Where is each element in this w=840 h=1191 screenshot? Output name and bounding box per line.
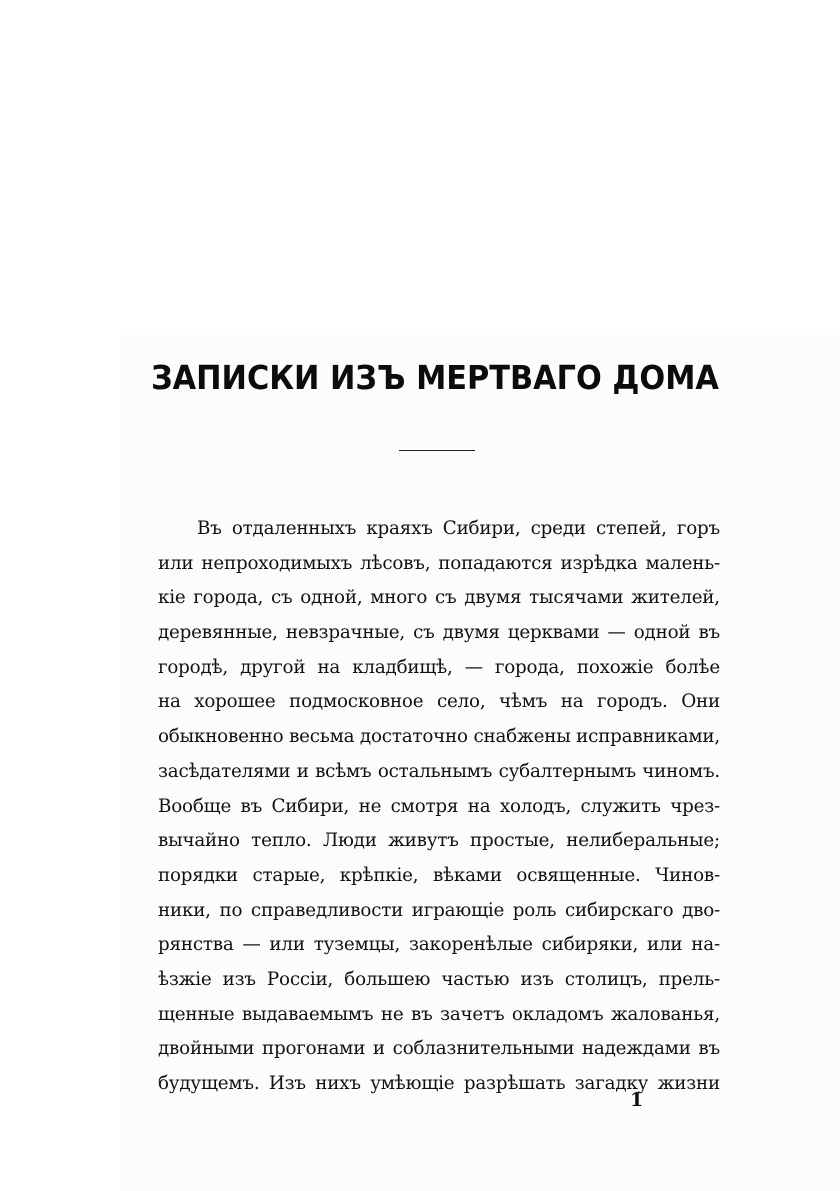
text-line: городѣ, другой на кладбищѣ, — города, похожіе болѣе xyxy=(158,656,720,678)
text-line: будущемъ. Изъ нихъ умѣющіе разрѣшать загадку жизни xyxy=(158,1073,720,1094)
text-line: ѣзжіе изъ Россіи, большею частью изъ столицъ, прель- xyxy=(158,968,720,990)
text-line: рянства — или туземцы, закоренѣлые сибиряки, или на- xyxy=(158,934,720,956)
title-divider xyxy=(399,450,475,451)
text-line: обыкновенно весьма достаточно снабжены исправниками, xyxy=(158,726,720,748)
text-line: засѣдателями и всѣмъ остальнымъ субалтернымъ чиномъ. xyxy=(158,760,720,782)
text-line: или непроходимыхъ лѣсовъ, попадаются изрѣдка малень- xyxy=(158,552,720,574)
text-line: вычайно тепло. Люди живутъ простые, нелиберальные; xyxy=(158,830,720,852)
text-line: на хорошее подмосковное село, чѣмъ на городъ. Они xyxy=(158,691,720,713)
text-line: ники, по справедливости играющіе роль сибирскаго дво- xyxy=(158,899,720,921)
text-line: кіе города, съ одной, много съ двумя тысячами жителей, xyxy=(158,587,720,609)
text-line: порядки старые, крѣпкіе, вѣками освященные. Чинов- xyxy=(158,864,720,886)
page-number: 1 xyxy=(630,1089,644,1111)
text-line: щенные выдаваемымъ не въ зачетъ окладомъ жалованья, xyxy=(158,1003,720,1025)
text-line: двойными прогонами и соблазнительными надеждами въ xyxy=(158,1038,720,1060)
text-line: Въ отдаленныхъ краяхъ Сибири, среди степей, горъ xyxy=(197,518,720,539)
text-line: деревянные, невзрачные, съ двумя церквами — одной въ xyxy=(158,622,720,644)
text-line: Вообще въ Сибири, не смотря на холодъ, служить чрез- xyxy=(158,795,720,817)
body-text xyxy=(158,512,720,1102)
chapter-title: ЗАПИСКИ ИЗЪ МЕРТВАГО ДОМА xyxy=(151,358,719,397)
